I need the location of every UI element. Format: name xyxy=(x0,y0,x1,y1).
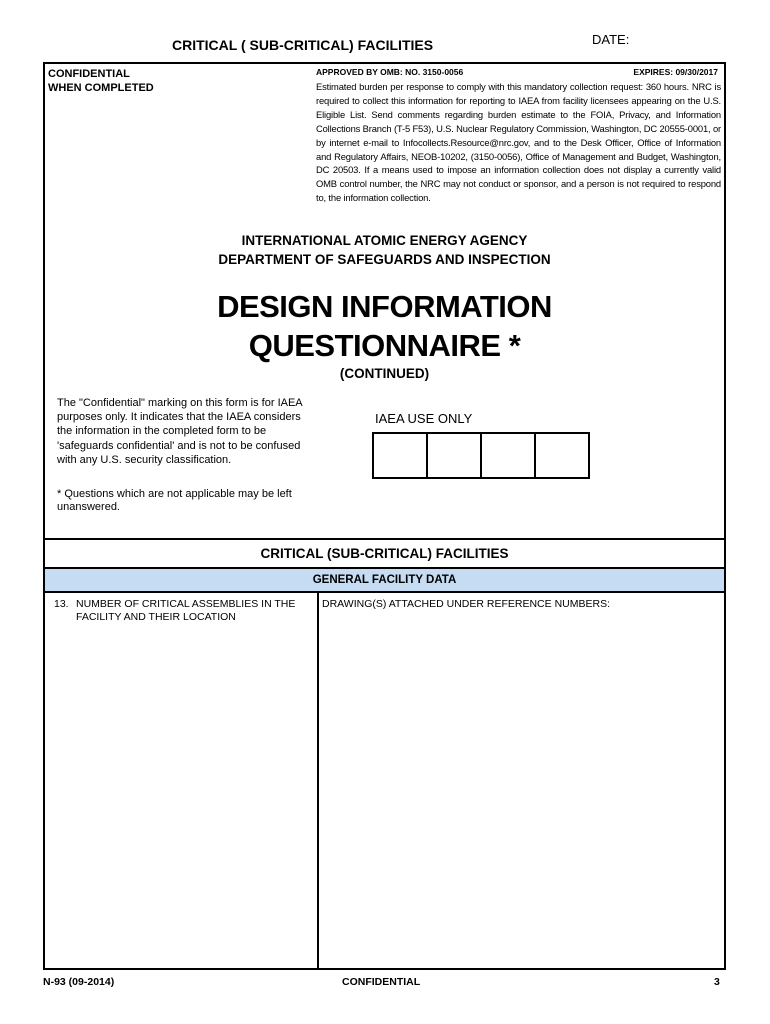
questionnaire-title-line2: QUESTIONNAIRE * xyxy=(248,328,521,363)
omb-expiration: EXPIRES: 09/30/2017 xyxy=(633,67,718,77)
agency-name: INTERNATIONAL ATOMIC ENERGY AGENCY xyxy=(241,233,528,248)
iaea-cell[interactable] xyxy=(536,434,588,477)
confidential-marking xyxy=(48,67,154,95)
confidential-line2: WHEN COMPLETED xyxy=(48,82,154,94)
page-number: 3 xyxy=(714,976,720,988)
general-facility-data-header: GENERAL FACILITY DATA xyxy=(45,569,724,593)
omb-approval: APPROVED BY OMB: NO. 3150-0056 xyxy=(316,67,464,77)
date-label: DATE: xyxy=(592,32,630,47)
page-title: CRITICAL ( SUB-CRITICAL) FACILITIES xyxy=(172,37,434,53)
questions-note: * Questions which are not applicable may be left unanswered. xyxy=(57,488,292,513)
form-number: N-93 (09-2014) xyxy=(43,976,115,988)
continued-label: (CONTINUED) xyxy=(339,366,430,381)
questionnaire-title-line1: DESIGN INFORMATION xyxy=(217,289,552,324)
confidential-line1: CONFIDENTIAL xyxy=(48,68,130,80)
question-13-number: 13. xyxy=(54,598,69,610)
question-13-text: NUMBER OF CRITICAL ASSEMBLIES IN THE FACILITY AND THEIR LOCATION xyxy=(76,598,296,623)
column-divider xyxy=(317,593,319,968)
form-box xyxy=(43,62,726,970)
drawings-reference-field[interactable]: DRAWING(S) ATTACHED UNDER REFERENCE NUMBERS: xyxy=(322,598,610,610)
iaea-cell[interactable] xyxy=(482,434,536,477)
confidential-note: The "Confidential" marking on this form is for IAEA purposes only. It indicates that the IAEA considers the information in the completed form to be 'safeguards confidential' and is not to be confused with any U.S. security classification. xyxy=(57,397,303,466)
question-13[interactable] xyxy=(54,598,309,624)
iaea-cell[interactable] xyxy=(374,434,428,477)
iaea-use-only-label: IAEA USE ONLY xyxy=(375,411,473,426)
footer-confidential: CONFIDENTIAL xyxy=(342,976,421,988)
iaea-use-only-grid xyxy=(372,432,590,479)
section-title: CRITICAL (SUB-CRITICAL) FACILITIES xyxy=(45,538,724,569)
department-name: DEPARTMENT OF SAFEGUARDS AND INSPECTION xyxy=(218,252,551,267)
burden-statement: Estimated burden per response to comply with this mandatory collection request: 360 hours. NRC is required to collect this information for reporting to IAEA from facility licensees appearing on the U.S. Eligible List. Send comments regarding burden estimate to the FOIA, Privacy, and Information Collections Branch (T-5 F53), U.S. Nuclear Regulatory Commission, Washington, DC 20555-0001, or by internet e-mail to Infocollects.Resource@nrc.gov, and to the Desk Officer, Office of Information and Regulatory Affairs, NEOB-10202, (3150-0056), Office of Management and Budget, Washington, DC 20503. If a means used to impose an information collection does not display a currently valid OMB control number, the NRC may not conduct or sponsor, and a person is not required to respond to, the information collection. xyxy=(316,81,721,204)
iaea-cell[interactable] xyxy=(428,434,482,477)
